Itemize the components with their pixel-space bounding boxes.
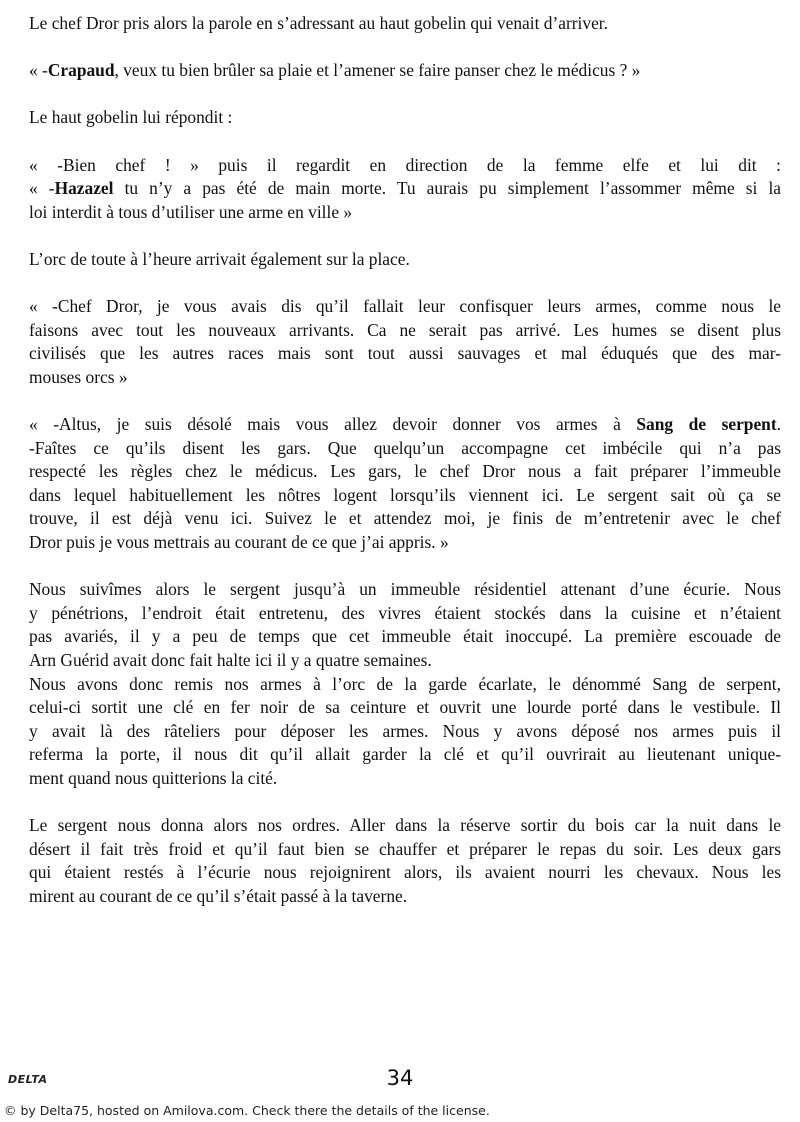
text-run: y pénétrions, l’endroit était entretenu, des vivres étaient stockés dans la cuisine et n’étaient [29,602,781,623]
license-credit: © by Delta75, hosted on Amilova.com. Check there the details of the license. [4,1103,490,1118]
text-line [29,602,781,626]
text-run: désert il fait très froid et qu’il faut bien se chauffer et préparer le repas du soir. Les deux gars [29,838,781,859]
text-run: respecté les règles chez le médicus. Les gars, le chef Dror nous a fait préparer l’immeuble [29,461,781,482]
text-run: « -Altus, je suis désolé mais vous allez devoir donner vos armes à [29,414,637,435]
text-line [29,649,781,673]
paragraph [29,673,781,791]
text-run: trouve, il est déjà venu ici. Suivez le et attendez moi, je finis de m’entretenir avec le chef [29,508,781,529]
text-line [29,578,781,602]
text-line [29,696,781,720]
text-run: Nous suivîmes alors le sergent jusqu’à un immeuble résidentiel attenant d’une écurie. Nous [29,579,781,600]
paragraph [29,248,781,272]
text-run: celui-ci sortit une clé en fer noir de sa ceinture et ouvrit une lourde porté dans le vestibule. Il [29,697,781,718]
text-line [29,743,781,767]
text-run: « -Chef Dror, je vous avais dis qu’il fallait leur confisquer leurs armes, comme nous le [29,296,781,317]
text-line [29,531,781,555]
text-line [29,201,781,225]
text-run: -Faîtes ce qu’ils disent les gars. Que quelqu’un accompagne cet imbécile qui n’a pas [29,437,781,458]
text-line [29,295,781,319]
text-run: civilisés que les autres races mais sont tout aussi sauvages et mal éduqués que des mar- [29,343,781,364]
paragraph [29,12,781,36]
text-line [29,484,781,508]
bold-name: Crapaud [47,60,115,81]
text-run: referma la porte, il nous dit qu’il allait garder la clé et qu’il ouvrirait au lieutenant unique- [29,744,781,765]
bold-name: Hazazel [54,178,114,199]
text-line [29,248,781,272]
text-line [29,154,781,178]
text-run: dans lequel habituellement les nôtres logent lorsqu’ils viennent ici. Le sergent sait où ça se [29,484,781,505]
text-run: Nous avons donc remis nos armes à l’orc de la garde écarlate, le dénommé Sang de serpent, [29,673,781,694]
text-run: Le chef Dror pris alors la parole en s’adressant au haut gobelin qui venait d’arriver. [29,13,608,33]
text-line [29,437,781,461]
text-run: pas avariés, il y a peu de temps que cet immeuble était inoccupé. La première escouade de [29,626,781,647]
text-run: Dror puis je vous mettrais au courant de ce que j’ai appris. » [29,532,449,553]
author-signature: DELTA [8,1073,48,1086]
text-line [29,673,781,697]
text-run: mirent au courant de ce qu’il s’était passé à la taverne. [29,885,408,906]
text-line [29,59,781,83]
text-run: loi interdit à tous d’utiliser une arme en ville » [29,201,353,222]
text-line [29,366,781,390]
page-number: 34 [386,1066,414,1090]
text-run: « -Bien chef ! » puis il regardit en direction de la femme elfe et lui dit : [29,154,781,175]
text-run: ment quand nous quitterions la cité. [29,768,278,788]
text-line [29,507,781,531]
text-run: mouses orcs » [29,366,128,387]
text-line [29,413,781,437]
text-run: faisons avec tout les nouveaux arrivants. Ca ne serait pas arrivé. Les humes se disent plus [29,319,781,340]
text-run: tu n’y a pas été de main morte. Tu aurais pu simplement l’assommer même si la [113,178,781,199]
text-line [29,625,781,649]
paragraph [29,295,781,389]
paragraph [29,106,781,130]
text-line [29,814,781,838]
text-line [29,12,781,36]
text-line [29,885,781,909]
text-line [29,720,781,744]
text-run: , veux tu bien brûler sa plaie et l’amener se faire panser chez le médicus ? » [114,60,641,81]
paragraph [29,814,781,908]
paragraph [29,413,781,555]
paragraph [29,578,781,672]
text-run: « - [29,60,48,81]
text-run: L’orc de toute à l’heure arrivait également sur la place. [29,248,410,269]
bold-name: Sang de serpent [636,414,777,435]
text-run: Le sergent nous donna alors nos ordres. Aller dans la réserve sortir du bois car la nuit dans le [29,815,781,836]
text-line [29,838,781,862]
text-line [29,460,781,484]
paragraph [29,154,781,225]
text-run: y avait là des râteliers pour déposer les armes. Nous y avons déposé nos armes puis il [29,720,781,741]
text-line [29,319,781,343]
text-line [29,342,781,366]
text-run: Arn Guérid avait donc fait halte ici il y a quatre semaines. [29,650,432,671]
paragraph [29,59,781,83]
text-run: qui étaient restés à l’écurie nous rejoignirent alors, ils avaient nourri les chevaux. Nous les [29,862,781,883]
text-run: Le haut gobelin lui répondit : [29,107,233,128]
text-run: . [776,414,782,435]
page-body-text [29,12,781,932]
text-line [29,106,781,130]
text-line [29,861,781,885]
text-line [29,177,781,201]
text-line [29,767,781,791]
text-run: « - [29,178,55,199]
